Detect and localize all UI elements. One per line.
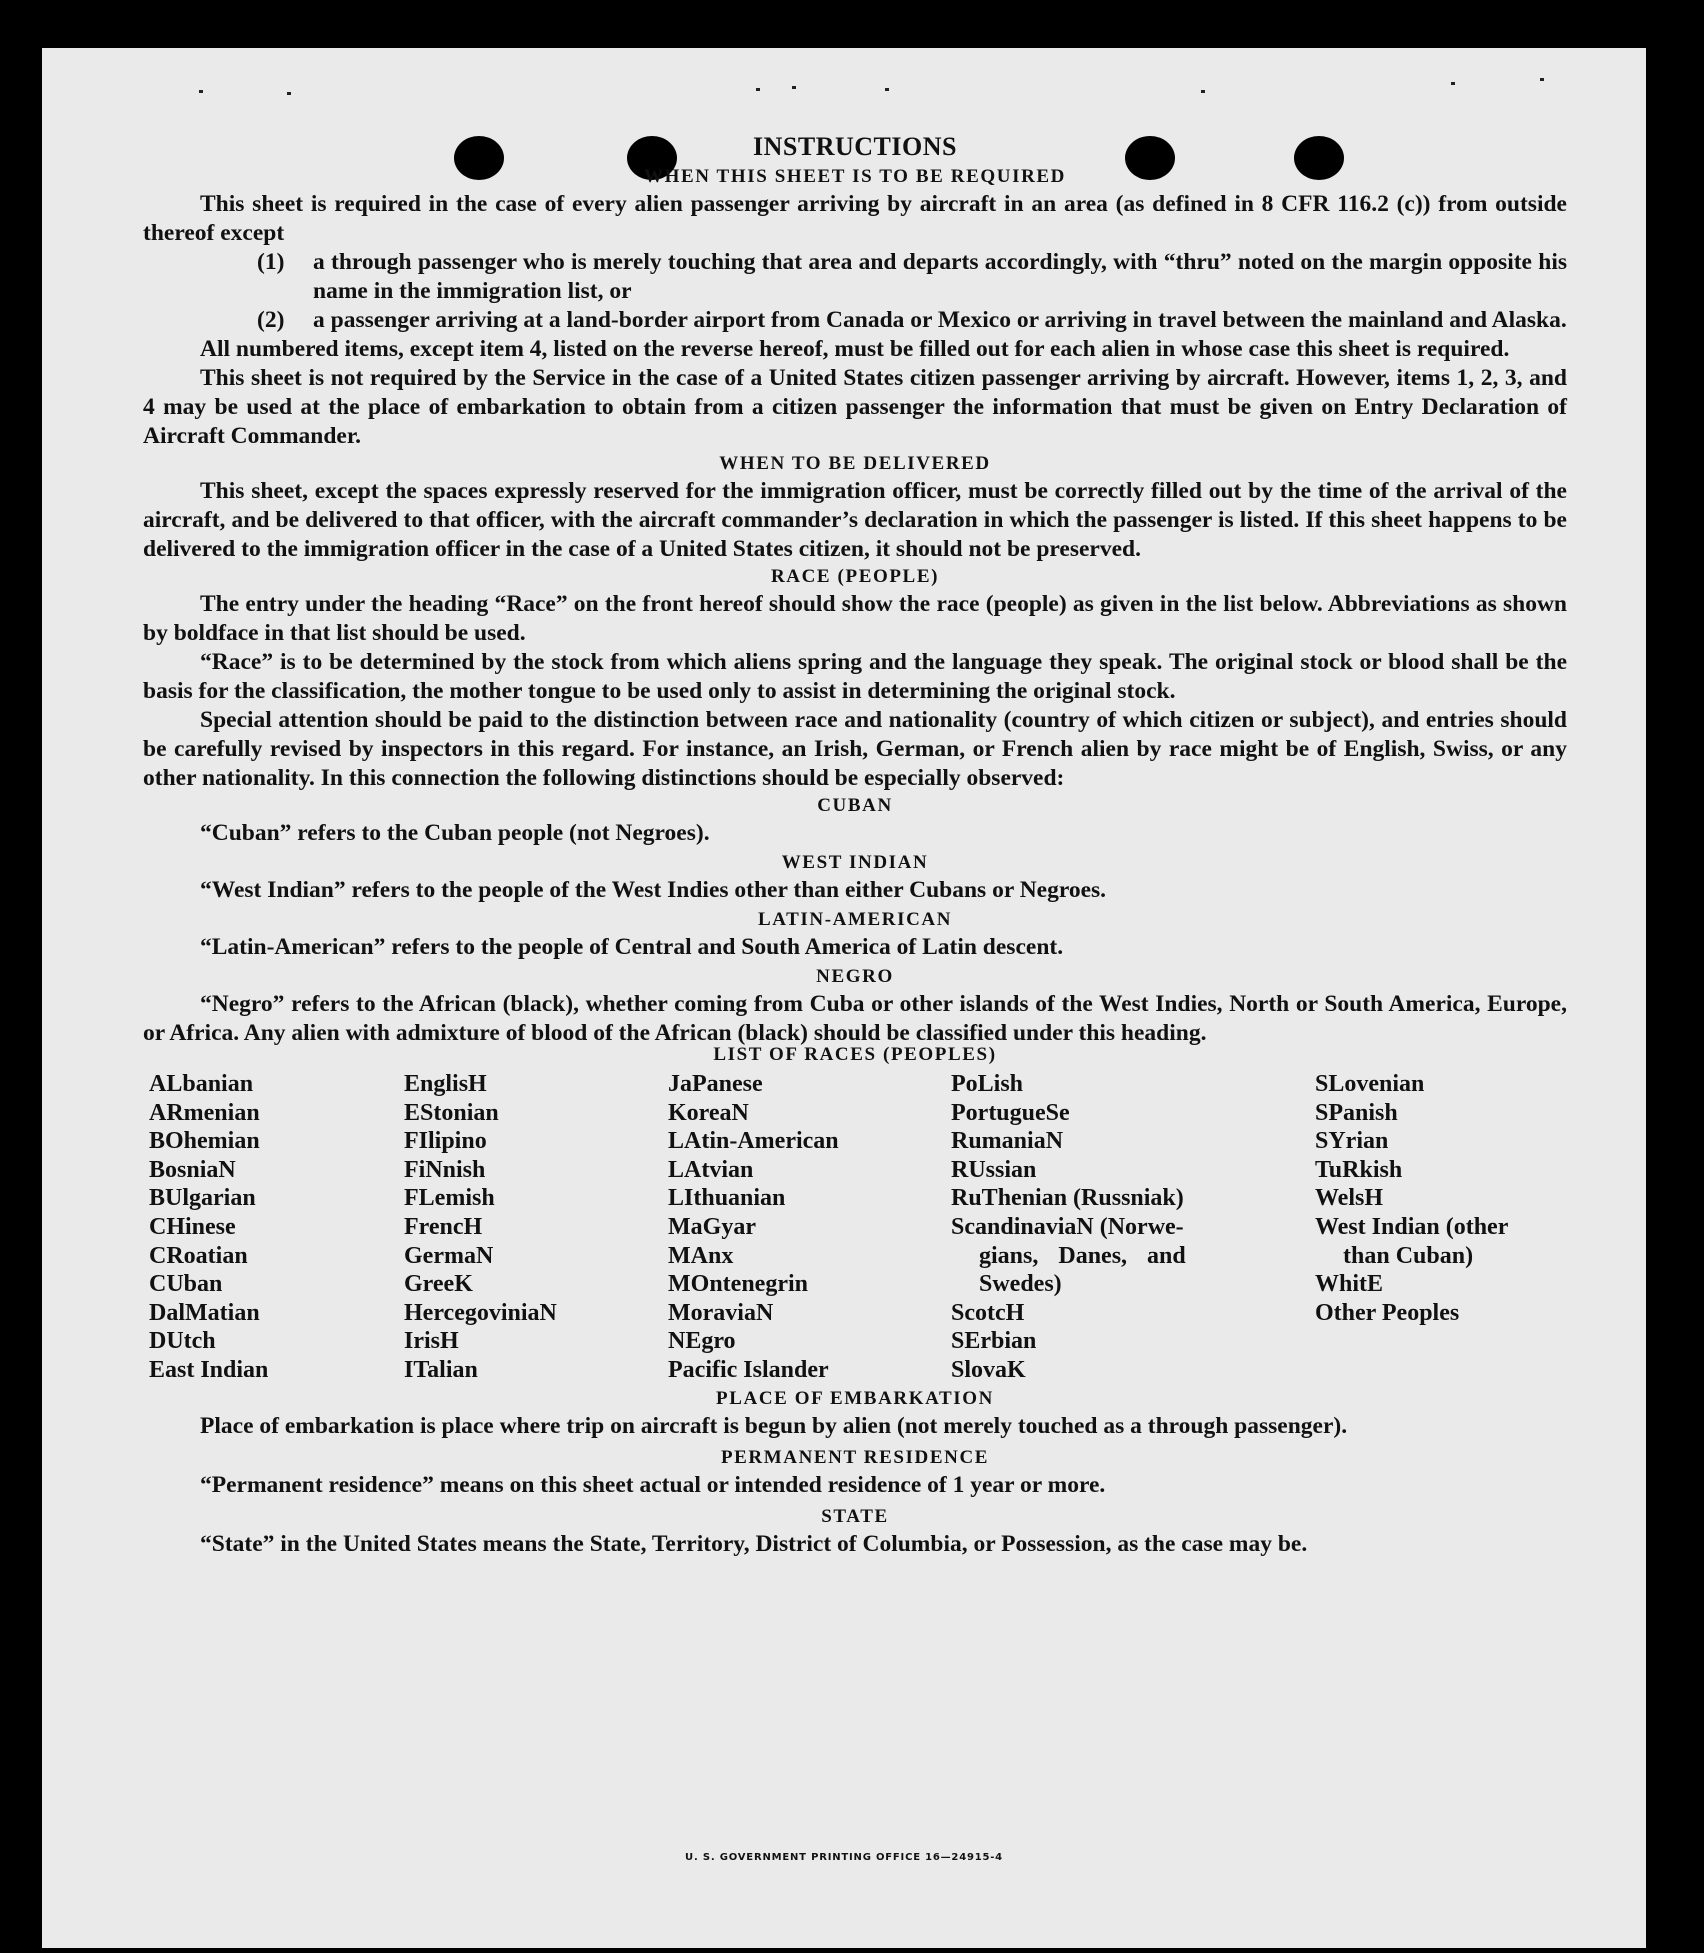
race-entry: KoreaN [668,1099,749,1126]
paragraph: “Negro” refers to the African (black), whether coming from Cuba or other islands of the West Indies, North or South America, Europe, or Africa. Any alien with admixture of blood of the African (black) should be classified under this heading. [143,991,1567,1046]
race-entry: East Indian [149,1356,269,1383]
race-entry: Swedes) [979,1271,1062,1298]
race-entry: CHinese [149,1213,236,1240]
paragraph: “Latin-American” refers to the people of Central and South America of Latin descent. [200,934,1064,960]
race-entry: ARmenian [149,1099,260,1126]
race-entry: gians, Danes, and [979,1242,1186,1269]
paragraph: This sheet is not required by the Service in the case of a United States citizen passenger arriving by aircraft. However, items 1, 2, 3, and 4 may be used at the place of embarkation to obtain from a citizen passenger the information that must be given on Entry Declaration of Aircraft Commander. [143,365,1567,449]
race-entry: RUssian [951,1156,1037,1183]
section-heading: NEGRO [816,966,894,987]
race-entry: ALbanian [149,1071,254,1097]
race-entry: GermaN [404,1242,494,1269]
race-entry: West Indian (other [1315,1213,1509,1240]
race-entry: RuThenian (Russniak) [951,1185,1184,1212]
race-entry: Other Peoples [1315,1299,1460,1326]
race-entry: SYrian [1315,1128,1389,1155]
section-heading: PLACE OF EMBARKATION [716,1388,994,1409]
section-heading: PERMANENT RESIDENCE [720,1447,990,1468]
race-entry: TuRkish [1315,1156,1403,1183]
race-entry: SErbian [951,1328,1037,1355]
race-entry: DalMatian [149,1299,260,1326]
race-entry: HercegoviniaN [404,1299,557,1326]
race-entry: PortugueSe [951,1099,1070,1126]
paragraph: “Race” is to be determined by the stock from which aliens spring and the language they speak. The original stock or blood shall be the basis for the classification, the mother tongue to be used only to assist in determining the original stock. [143,649,1567,704]
race-entry: than Cuban) [1343,1242,1474,1269]
list-item: (1) a through passenger who is merely touching that area and departs accordingly, with “thru” noted on the margin opposite his name in the immigration list, or [257,249,1567,304]
race-entry: SLovenian [1315,1071,1425,1097]
paragraph: This sheet, except the spaces expressly reserved for the immigration officer, must be correctly filled out by the time of the arrival of the aircraft, and be delivered to that officer, with the aircraft commander’s declaration in which the passenger is listed. If this sheet happens to be delivered to the immigration officer in the case of a United States citizen, it should not be preserved. [143,478,1567,562]
section-heading: LATIN-AMERICAN [757,909,953,930]
race-column [149,1070,268,1385]
section-heading: LIST OF RACES (PEOPLES) [713,1044,997,1065]
race-entry: MOntenegrin [668,1271,808,1298]
race-column [1315,1070,1508,1327]
race-entry: ITalian [404,1356,478,1383]
race-entry: DUtch [149,1328,216,1355]
race-entry: FiNnish [404,1156,486,1183]
paragraph: Place of embarkation is place where trip on aircraft is begun by alien (not merely touched as a through passenger). [200,1413,1348,1439]
section-heading: WHEN TO BE DELIVERED [719,453,991,474]
race-entry: FIlipino [404,1128,487,1155]
race-entry: ScotcH [951,1299,1025,1326]
paragraph: The entry under the heading “Race” on the front hereof should show the race (people) as given in the list below. Abbreviations as shown by boldface in that list should be used. [143,591,1567,646]
race-entry: BosniaN [149,1156,236,1183]
race-entry: MoraviaN [668,1299,774,1326]
paragraph: “State” in the United States means the State, Territory, District of Columbia, or Possession, as the case may be. [200,1531,1308,1557]
race-entry: LAtin-American [668,1128,839,1155]
race-entry: BOhemian [149,1128,260,1155]
paragraph: “Permanent residence” means on this sheet actual or intended residence of 1 year or more. [200,1472,1106,1498]
page-title: INSTRUCTIONS [753,132,957,161]
race-entry: FrencH [404,1213,483,1240]
section-heading: WHEN THIS SHEET IS TO BE REQUIRED [643,166,1067,187]
paragraph: Special attention should be paid to the distinction between race and nationality (country of which citizen or subject), and entries should be carefully revised by inspectors in this regard. For instance, an Irish, German, or French alien by race might be of English, Swiss, or any other nationality. In this connection the following distinctions should be especially observed: [143,707,1567,791]
race-entry: GreeK [404,1271,473,1298]
printer-footer: U. S. GOVERNMENT PRINTING OFFICE 16—24915-4 [685,1852,1003,1863]
race-entry: RumaniaN [951,1128,1064,1155]
race-entry: WelsH [1315,1185,1384,1212]
race-entry: SPanish [1315,1099,1398,1126]
race-entry: IrisH [404,1328,459,1355]
section-heading: STATE [821,1506,889,1527]
paragraph: All numbered items, except item 4, listed on the reverse hereof, must be filled out for each alien in whose case this sheet is required. [200,336,1510,362]
race-entry: LAtvian [668,1156,754,1183]
race-column [404,1070,557,1385]
race-entry: PoLish [951,1071,1024,1097]
race-entry: LIthuanian [668,1185,786,1212]
race-entry: Pacific Islander [668,1356,829,1383]
race-column [668,1070,839,1385]
race-entry: ScandinaviaN (Norwe- [951,1213,1184,1240]
race-entry: EStonian [404,1099,499,1126]
race-list [143,1070,1567,1386]
race-entry: WhitE [1315,1271,1384,1298]
race-entry: MaGyar [668,1213,756,1240]
race-entry: FLemish [404,1185,495,1212]
race-entry: MAnx [668,1242,734,1269]
paragraph: “West Indian” refers to the people of the West Indies other than either Cubans or Negroes. [200,877,1107,903]
list-item: (2) a passenger arriving at a land-border airport from Canada or Mexico or arriving in travel between the mainland and Alaska. [257,307,1567,333]
paragraph: “Cuban” refers to the Cuban people (not Negroes). [200,820,710,846]
race-entry: NEgro [668,1328,736,1355]
race-entry: EnglisH [404,1071,487,1097]
race-entry: SlovaK [951,1356,1026,1383]
race-entry: JaPanese [668,1071,763,1097]
race-entry: CUban [149,1271,223,1298]
section-heading: RACE (PEOPLE) [770,566,940,587]
paragraph: This sheet is required in the case of every alien passenger arriving by aircraft in an area (as defined in 8 CFR 116.2 (c)) from outside thereof except [143,191,1567,246]
race-entry: CRoatian [149,1242,248,1269]
race-entry: BUlgarian [149,1185,256,1212]
section-heading: WEST INDIAN [781,852,929,873]
race-column [951,1070,1186,1385]
section-heading: CUBAN [817,795,893,816]
instructions-content [143,128,1567,1559]
